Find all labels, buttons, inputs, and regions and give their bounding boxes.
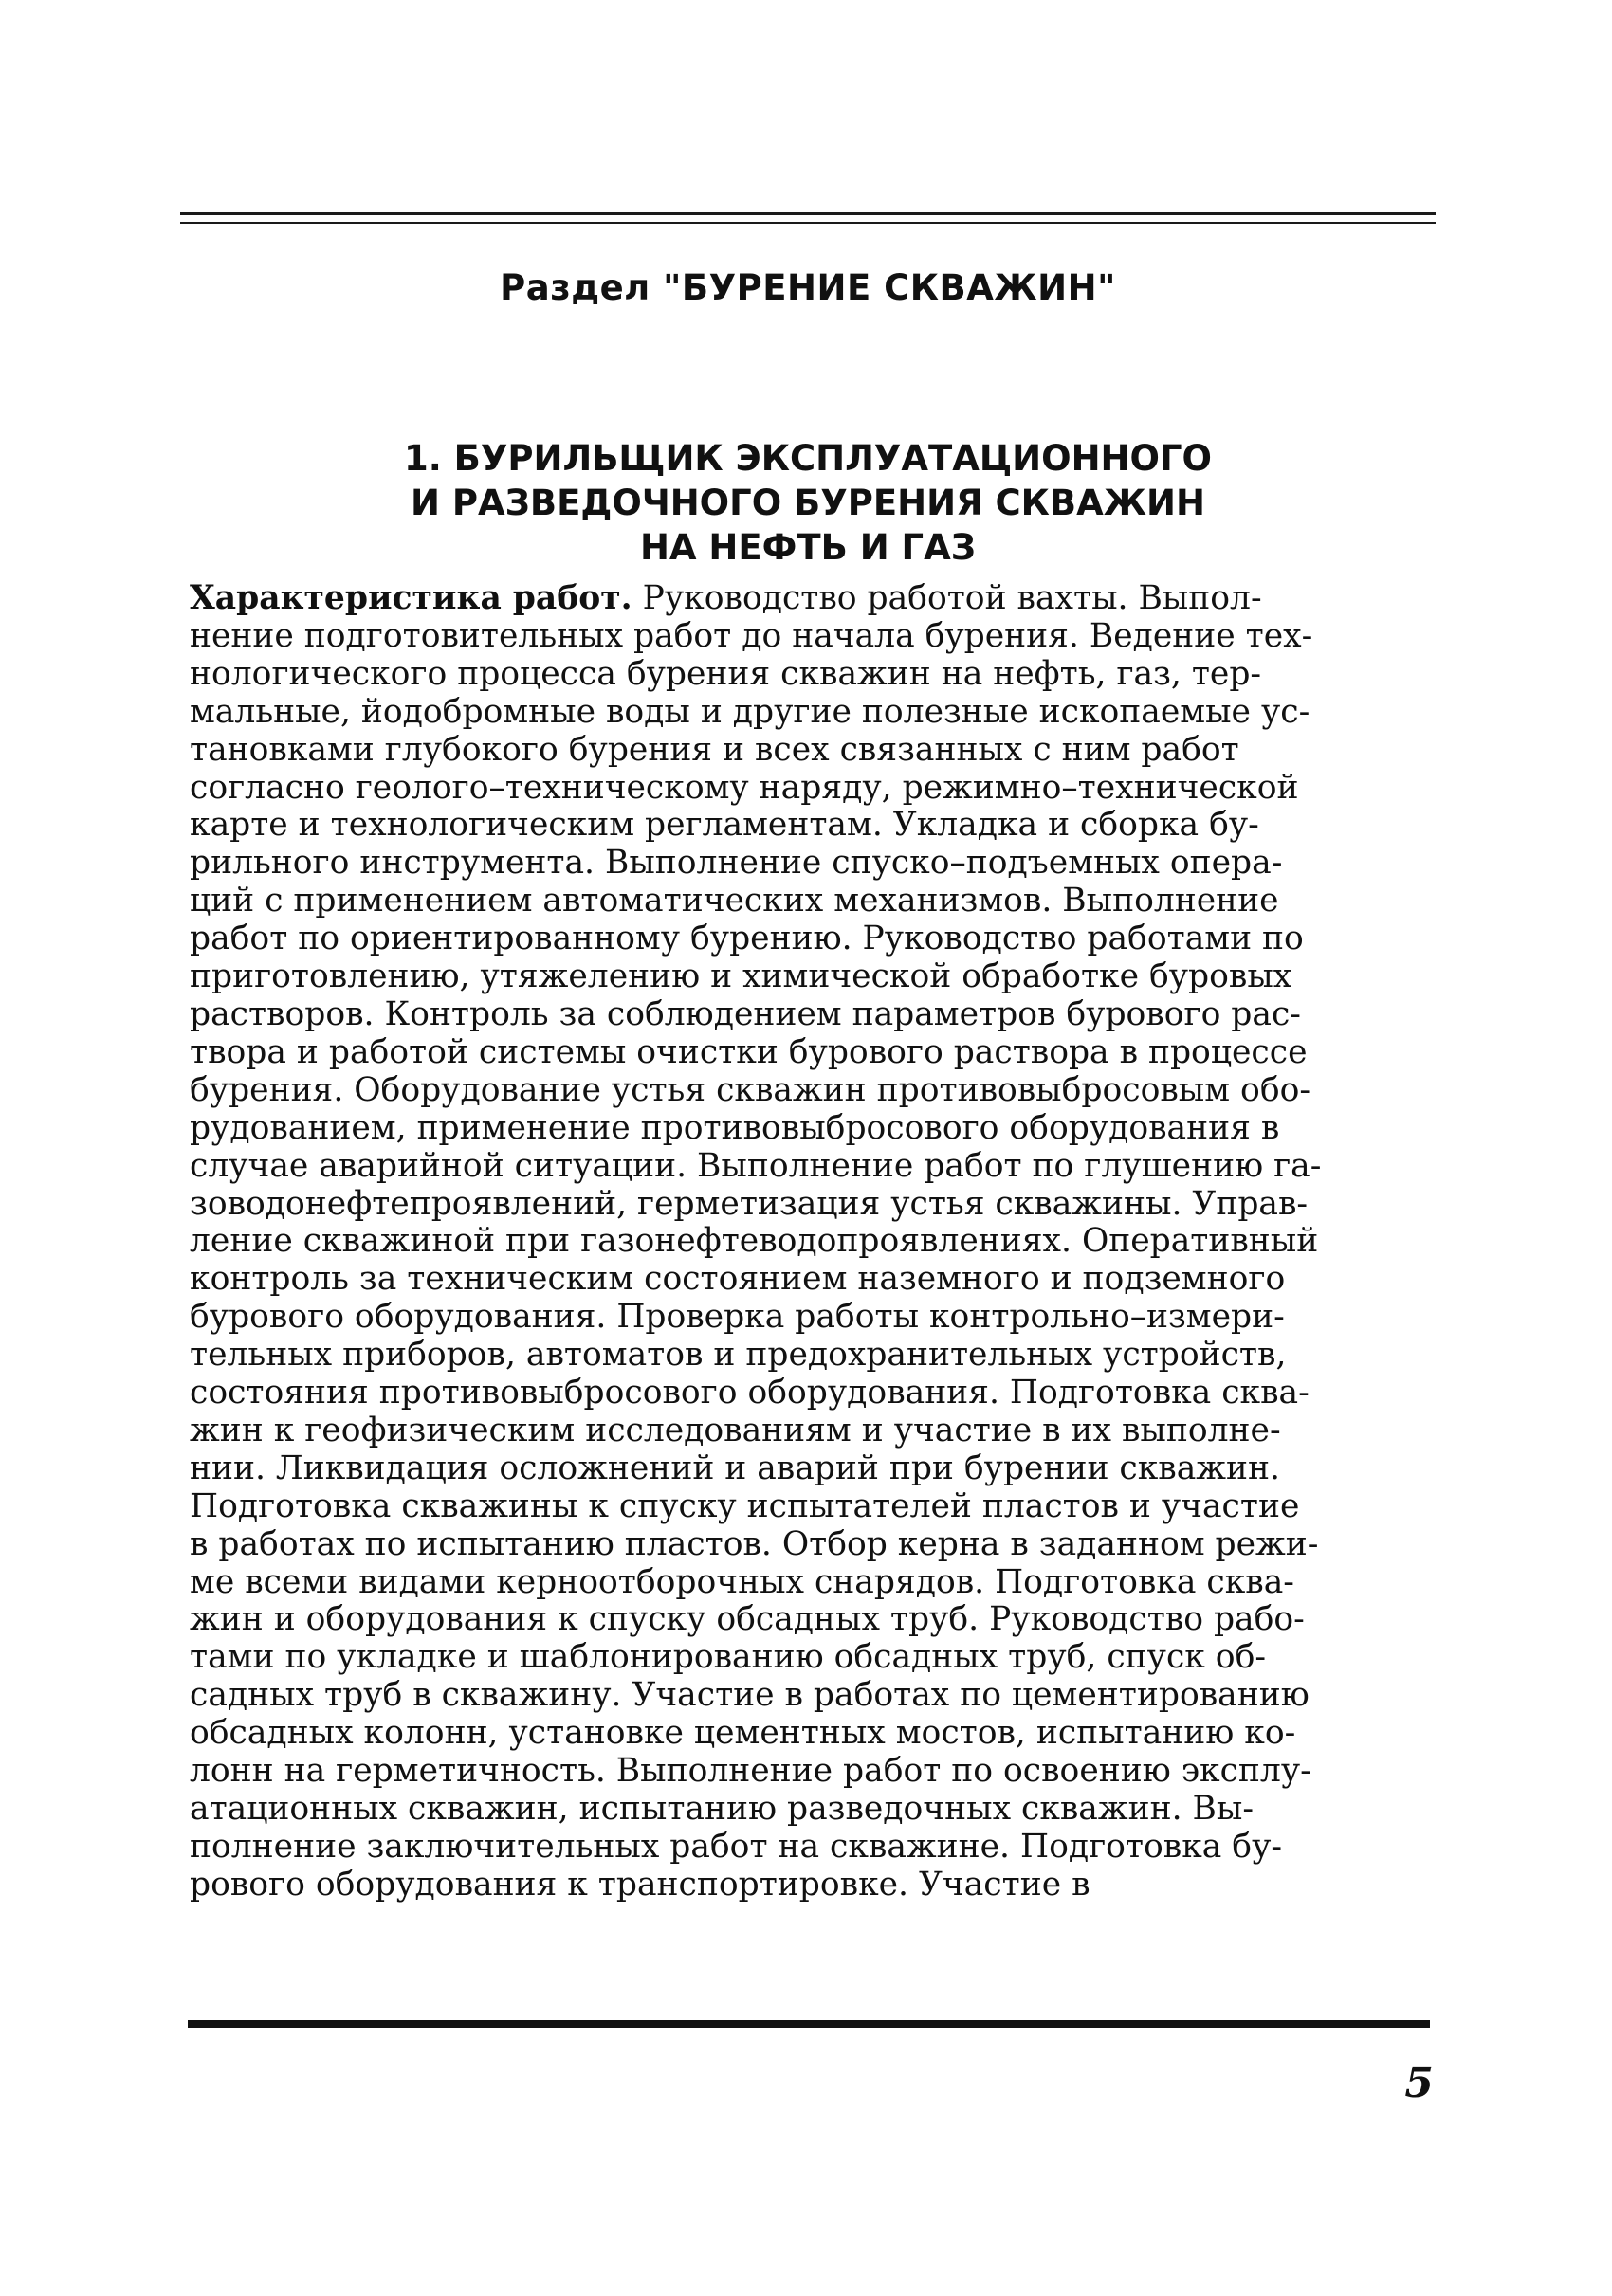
chapter-title-line: И РАЗВЕДОЧНОГО БУРЕНИЯ СКВАЖИН [411,483,1205,523]
body-line: согласно геолого–техническому наряду, режимно–технической [190,768,1299,807]
body-line: бурового оборудования. Проверка работы контрольно–измери- [190,1298,1285,1337]
body-paragraph [190,580,1430,1904]
body-line: контроль за техническим состоянием наземного и подземного [190,1260,1286,1299]
body-line: мальные, йодобромные воды и другие полезные ископаемые ус- [190,692,1310,731]
body-line: нии. Ликвидация осложнений и аварий при бурении скважин. [190,1449,1280,1487]
body-line: твора и работой системы очистки бурового раствора в процессе [190,1032,1308,1071]
body-line: растворов. Контроль за соблюдением параметров бурового рас- [190,994,1301,1033]
body-line: приготовлению, утяжелению и химической обработке буровых [190,957,1292,996]
section-title: Раздел "БУРЕНИЕ СКВАЖИН" [500,267,1116,308]
lead-phrase: Характеристика работ. [190,579,632,617]
body-line: жин к геофизическим исследованиям и участие в их выполне- [190,1411,1281,1449]
chapter-title-line: НА НЕФТЬ И ГАЗ [639,527,977,568]
body-line: тами по укладке и шаблонированию обсадных труб, спуск об- [190,1638,1266,1677]
body-line: атационных скважин, испытанию разведочных скважин. Вы- [190,1790,1255,1828]
body-line: садных труб в скважину. Участие в работах по цементированию [190,1676,1310,1715]
chapter-title [180,436,1436,570]
body-line: тельных приборов, автоматов и предохранительных устройств, [190,1336,1287,1375]
body-line-text: Руководство работой вахты. Выпол- [632,579,1262,617]
body-line: случае аварийной ситуации. Выполнение работ по глушению га- [190,1146,1322,1185]
top-rule-thick [180,212,1436,215]
body-line: нологического процесса бурения скважин на нефть, газ, тер- [190,654,1262,693]
body-line: рудованием, применение противовыбросового оборудования в [190,1108,1280,1147]
body-line: ме всеми видами керноотборочных снарядов. Подготовка сква- [190,1562,1294,1601]
body-line: лонн на герметичность. Выполнение работ по освоению эксплу- [190,1752,1311,1791]
body-line: тановками глубокого бурения и всех связанных с ним работ [190,730,1239,769]
body-line: бурения. Оборудование устья скважин противовыбросовым обо- [190,1070,1311,1109]
body-line: состояния противовыбросового оборудования. Подготовка сква- [190,1374,1310,1412]
top-rule-thin [180,222,1436,224]
chapter-title-line: 1. БУРИЛЬЩИК ЭКСПЛУАТАЦИОННОГО [403,438,1212,479]
body-line: нение подготовительных работ до начала бурения. Ведение тех- [190,616,1313,655]
bottom-rule [188,2020,1430,2028]
body-line: рильного инструмента. Выполнение спуско–подъемных опера- [190,844,1283,883]
body-line [190,580,1430,618]
body-line: обсадных колонн, установке цементных мостов, испытанию ко- [190,1714,1296,1753]
body-line: в работах по испытанию пластов. Отбор керна в заданном режи- [190,1524,1319,1563]
body-line: карте и технологическим регламентам. Укладка и сборка бу- [190,806,1259,845]
body-line: работ по ориентированному бурению. Руководство работами по [190,920,1304,958]
body-line: ление скважиной при газонефтеводопроявлениях. Оперативный [190,1222,1319,1261]
body-line: жин и оборудования к спуску обсадных труб. Руководство рабо- [190,1600,1305,1639]
page-number: 5 [1404,2059,1434,2107]
body-line: полнение заключительных работ на скважине. Подготовка бу- [190,1827,1283,1866]
body-line: ций с применением автоматических механизмов. Выполнение [190,882,1279,920]
body-line: рового оборудования к транспортировке. Участие в [190,1865,1090,1904]
body-line: Подготовка скважины к спуску испытателей пластов и участие [190,1486,1300,1525]
body-line: зоводонефтепроявлений, герметизация устья скважины. Управ- [190,1184,1309,1223]
